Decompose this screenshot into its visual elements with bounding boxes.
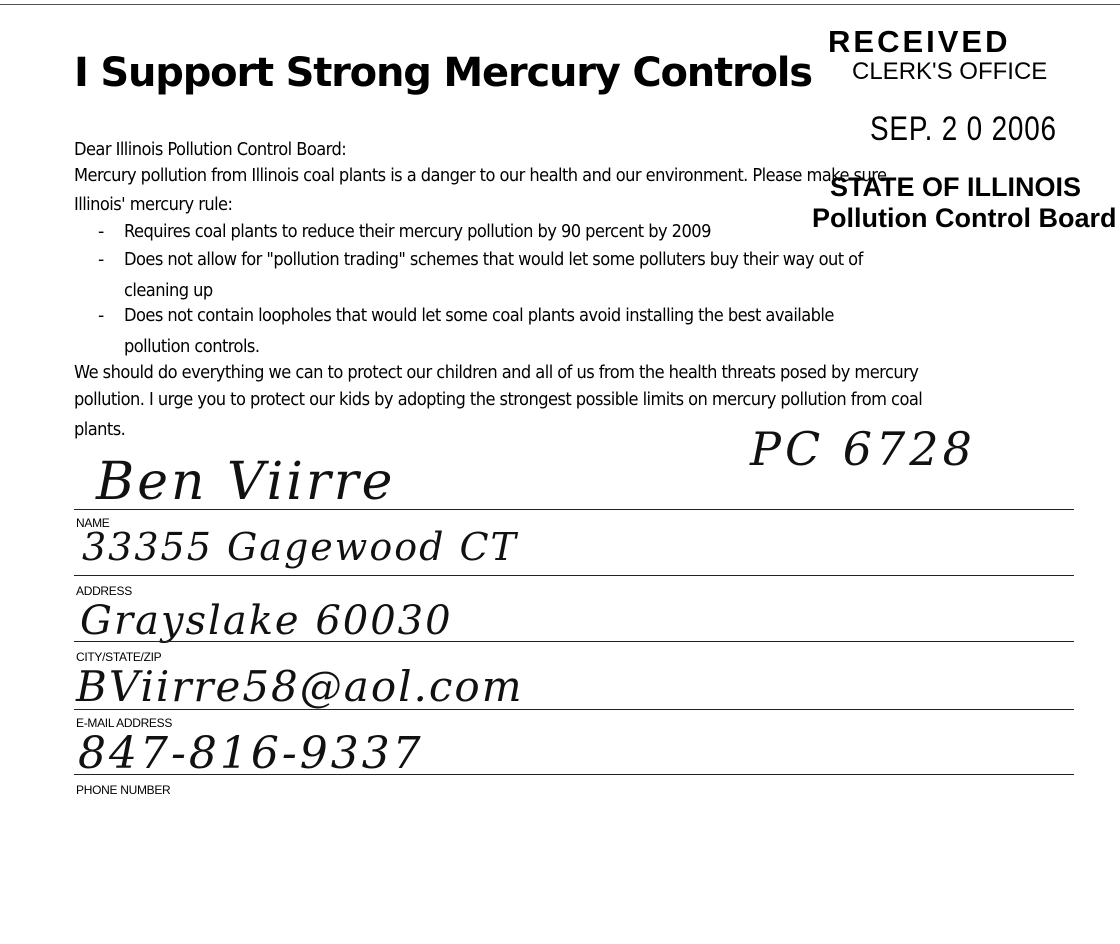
name-line — [74, 509, 1074, 510]
bullet-text-line-1: Does not contain loopholes that would let some coal plants avoid installing the best available — [124, 306, 834, 326]
letter-closing-line-1: We should do everything we can to protect our children and all of us from the health threats posed by mercury — [74, 363, 919, 383]
letter-salutation: Dear Illinois Pollution Control Board: — [74, 140, 347, 160]
letter-closing-line-2: pollution. I urge you to protect our kids by adopting the strongest possible limits on mercury pollution from coal — [74, 390, 923, 410]
bullet-dash: - — [98, 250, 105, 270]
city-state-zip-label: CITY/STATE/ZIP — [76, 650, 162, 664]
handwritten-name: Ben Viirre — [96, 452, 396, 512]
phone-line — [74, 774, 1074, 775]
public-comment-number: PC 6728 — [750, 422, 976, 476]
received-stamp-date: SEP. 2 0 2006 — [870, 110, 1057, 148]
bullet-text-line-1: Requires coal plants to reduce their mercury pollution by 90 percent by 2009 — [124, 222, 711, 242]
received-stamp-clerks-office: CLERK'S OFFICE — [852, 58, 1048, 85]
address-line — [74, 575, 1074, 576]
top-border-line — [0, 4, 1120, 5]
letter-closing-line-3: plants. — [74, 420, 126, 440]
letter-intro-line-1: Mercury pollution from Illinois coal plants is a danger to our health and our environment. Please make sure — [74, 166, 887, 186]
email-label: E-MAIL ADDRESS — [76, 716, 173, 730]
bullet-text-line-1: Does not allow for "pollution trading" schemes that would let some polluters buy their way out of — [124, 250, 863, 270]
handwritten-city-state-zip: Grayslake 60030 — [80, 598, 453, 644]
page-title: I Support Strong Mercury Controls — [74, 50, 812, 96]
email-line — [74, 709, 1074, 710]
handwritten-email: BViirre58@aol.com — [76, 662, 524, 711]
letter-intro-line-2: Illinois' mercury rule: — [74, 195, 233, 215]
received-stamp-board: Pollution Control Board — [812, 203, 1117, 233]
name-label: NAME — [76, 516, 110, 530]
bullet-dash: - — [98, 222, 105, 242]
city-state-zip-line — [74, 641, 1074, 642]
phone-label: PHONE NUMBER — [76, 783, 171, 797]
bullet-dash: - — [98, 306, 105, 326]
handwritten-phone: 847-816-9337 — [78, 728, 424, 779]
received-stamp-heading: RECEIVED — [828, 24, 1011, 59]
bullet-text-line-2: cleaning up — [124, 281, 213, 301]
address-label: ADDRESS — [76, 584, 132, 598]
handwritten-address: 33355 Gagewood CT — [82, 525, 518, 569]
bullet-text-line-2: pollution controls. — [124, 337, 260, 357]
received-stamp-state: STATE OF ILLINOIS — [830, 172, 1081, 202]
